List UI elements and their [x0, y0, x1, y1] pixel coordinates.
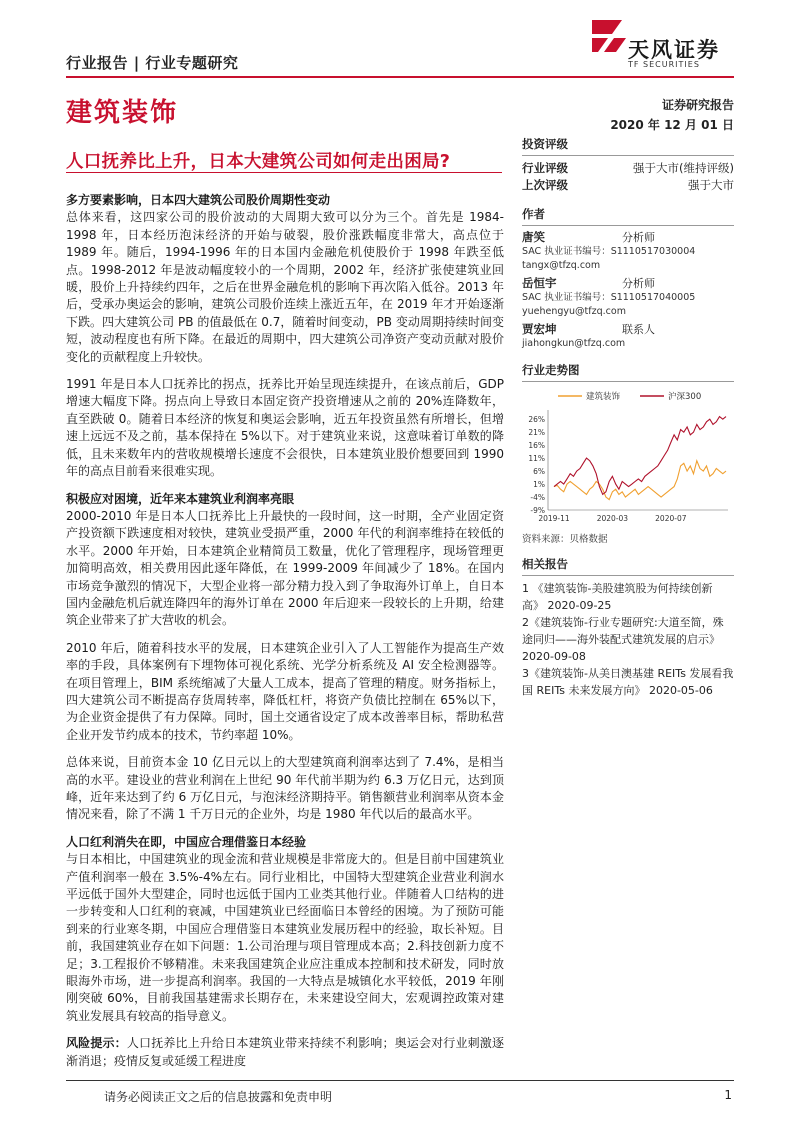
- y-tick-label: -9%: [530, 506, 545, 515]
- rating-panel: [522, 136, 734, 194]
- author-role: 分析师: [622, 231, 655, 244]
- x-tick-label: 2020-07: [655, 514, 687, 523]
- rating-heading: 投资评级: [522, 137, 568, 151]
- related-panel: [522, 556, 734, 699]
- trend-heading: 行业走势图: [522, 363, 580, 377]
- related-report-link[interactable]: 3《建筑装饰-从美日澳基建 REITs 发展看我国 REITs 未来发展方向》 2020-05-06: [522, 667, 734, 697]
- author-name: 岳恒宇: [522, 276, 557, 290]
- paragraph: 2000-2010 年是日本人口抚养比上升最快的一段时间，这一时期，全产业固定资产投资额下跌速度相对较快，建筑业受损严重，2000 年代的利润率维持在较低的水平。2000 年开始，日本建筑企业精简员工数量，优化了管理程序，现场管理更加简明高效，相关费用因此逐年降低，在 1999-2009 年间减少了 18%。在国内市场竞争激烈的情况下，大型企业将一部分精力投入到了争取海外订单上，自日本国内金融危机后就连降四年的海外订单在 2000 年后迎来一段较长的上升期，给建筑企业带来了扩大营收的机会。: [66, 508, 504, 628]
- author-entry: [522, 322, 734, 351]
- paragraph: 2010 年后，随着科技水平的发展，日本建筑企业引入了人工智能作为提高生产效率的手段，具体案例有下埋物体可视化系统、光学分析系统及 AI 安全检测器等。在项目管理上，BIM 系统缩减了大量人工成本，提高了管理的精度。财务指标上，四大建筑公司不断提高存货周转率，降低杠杆，将资产负债比控制在 65%以下，为企业资金提供了有力保障。同时，国土交通省设定了成本改善率目标，帮助私营企业开发节约成本的技术，节约率超 10%。: [66, 640, 504, 742]
- author-name: 唐笑: [522, 230, 545, 244]
- header-rule: [66, 76, 734, 78]
- author-email[interactable]: tangx@tfzq.com: [522, 260, 601, 271]
- paragraph: 1991 年是日本人口抚养比的拐点，抚养比开始呈现连续提升，在该点前后，GDP 增速大幅度下降。拐点向上导致日本固定资产投资增速从之前的 20%连降数年，直至跌破 0。随着日本经济的恢复和奥运会影响，近五年投资虽然有所增长，但增速上远远不及之前，基本保持在 5%以下。对于建筑业来说，这意味着订单数的降低，且未来数年内的营收规模增长速度不会很快，日本建筑业股价想要回到 1990 年的高点目前看来很难实现。: [66, 377, 504, 479]
- industry-rating-label: 行业评级: [522, 161, 568, 175]
- industry-rating-row: [522, 160, 734, 177]
- y-tick-label: 1%: [533, 480, 545, 490]
- series-line: [554, 417, 726, 495]
- related-report-link[interactable]: 2《建筑装饰-行业专题研究:大道至简，殊途同归——海外装配式建筑发展的启示》 2020-09-08: [522, 616, 724, 663]
- divider: [522, 575, 734, 576]
- report-title: 人口抚养比上升，日本大建筑公司如何走出困局?: [66, 152, 451, 172]
- risk-text: 人口抚养比上升给日本建筑业带来持续不利影响；奥运会对行业刺激逐渐消退；疫情反复或延缓工程进度: [66, 1036, 504, 1068]
- sector-title: 建筑装饰: [66, 98, 179, 128]
- paragraph: 与日本相比，中国建筑业的现金流和营业规模是非常庞大的。但是目前中国建筑业产值利润率一般在 3.5%-4%左右。同行业相比，中国特大型建筑企业营业利润水平远低于国外大型建企，同时也远低于国内工业类其他行业。伴随着人口结构的进一步转变和人口红利的衰减，中国建筑业已经面临日本曾经的困境。为了预防可能到来的行业寒冬期，中国应合理借鉴日本建筑业发展历程中的经验，取长补短。目前，我国建筑业存在如下问题：1.公司治理与项目管理成本高；2.科技创新力度不足；3.工程报价不够精准。未来我国建筑企业应注重成本控制和技术研发，同时放眼海外市场，进一步提高利润率。我国的一大特点是城镇化水平较低，2019 年刚刚突破 60%，目前我国基建需求长期存在，未来建设空间大，宏观调控政策对建筑业发展具有较高的指导意义。: [66, 852, 504, 1023]
- trend-chart: [522, 386, 734, 526]
- prev-rating-value: 强于大市: [688, 178, 734, 192]
- company-name: 天风证券: [628, 38, 720, 62]
- divider: [522, 381, 734, 382]
- author-entry: [522, 230, 734, 273]
- author-name: 贾宏坤: [522, 322, 557, 336]
- author-cert: SAC 执业证书编号：S1110517040005: [522, 292, 696, 303]
- title-rule: [66, 172, 502, 173]
- industry-rating-value: 强于大市(维持评级): [633, 161, 734, 175]
- y-tick-label: 6%: [533, 467, 545, 477]
- company-name-en: TF SECURITIES: [628, 60, 700, 69]
- risk-warning: [66, 1035, 504, 1070]
- risk-label: 风险提示：: [66, 1036, 127, 1051]
- legend-label: 建筑装饰: [586, 392, 621, 402]
- footer-disclaimer[interactable]: 请务必阅读正文之后的信息披露和免责申明: [104, 1090, 333, 1104]
- x-tick-label: 2020-03: [596, 514, 629, 523]
- author-role: 分析师: [622, 277, 655, 290]
- author-email[interactable]: yuehengyu@tfzq.com: [522, 306, 626, 317]
- legend-label: 沪深300: [668, 392, 702, 402]
- related-heading: 相关报告: [522, 557, 568, 571]
- chart-source: 资料来源：贝格数据: [522, 534, 608, 545]
- y-tick-label: 26%: [528, 415, 545, 425]
- author-role: 联系人: [622, 323, 655, 336]
- author-email[interactable]: jiahongkun@tfzq.com: [522, 338, 626, 349]
- trend-panel: [522, 362, 734, 545]
- footer-rule: [66, 1080, 734, 1081]
- related-list: [522, 580, 734, 699]
- y-tick-label: 16%: [528, 441, 545, 451]
- related-report-link[interactable]: 1 《建筑装饰-美股建筑股为何持续创新高》 2020-09-25: [522, 582, 713, 612]
- divider: [522, 155, 734, 156]
- page-number: 1: [724, 1088, 732, 1102]
- y-tick-label: 11%: [528, 454, 545, 464]
- authors-heading: 作者: [522, 207, 545, 221]
- prev-rating-row: [522, 177, 734, 194]
- section-heading: 人口红利消失在即，中国应合理借鉴日本经验: [66, 834, 307, 849]
- report-category: 行业报告 | 行业专题研究: [66, 54, 239, 72]
- section-heading: 积极应对困境，近年来本建筑业利润率亮眼: [66, 491, 295, 506]
- paragraph: 总体来说，目前资本金 10 亿日元以上的大型建筑商利润率达到了 7.4%，是相当高的水平。建设业的营业利润在上世纪 90 年代前半期为约 6.3 万亿日元，达到顶峰，近年来达到了约 6 万亿日元，与泡沫经济期持平。销售额营业利润率从资本金情况来看，除了不满 1 千万日元的企业外，均是 1980 年代以后的最高水平。: [66, 755, 504, 822]
- y-tick-label: 21%: [528, 428, 545, 438]
- main-body: [66, 192, 504, 1080]
- divider: [522, 225, 734, 226]
- prev-rating-label: 上次评级: [522, 178, 568, 192]
- authors-panel: [522, 206, 734, 351]
- section-heading: 多方要素影响，日本四大建筑公司股价周期性变动: [66, 193, 331, 207]
- y-tick-label: -4%: [530, 493, 545, 503]
- author-entry: [522, 276, 734, 319]
- author-cert: SAC 执业证书编号：S1110517030004: [522, 246, 696, 257]
- report-type: 证券研究报告: [661, 98, 734, 112]
- paragraph: 总体来看，这四家公司的股价波动的大周期大致可以分为三个。首先是 1984-1998 年，日本经历泡沫经济的开始与破裂，股价涨跌幅度非常大，高点位于 1989 年。随后，1994-1996 年的日本国内金融危机使股价于 1998 年跌至低点。1998-2012 年是波动幅度较小的一个周期，2002 年，经济扩张使建筑业回暖，股价上升持续约四年，之后在世界金融危机的影响下再次陷入低谷。2013 年后，受承办奥运会的影响，建筑公司股价连续上涨近五年，在 2019 年才开始逐渐下跌。四大建筑公司 PB 的值最低在 0.7，随着时间变动，PB 变动周期持续时间变短，波动程度也有所下降。在最近的周期中，四大建筑公司净资产变动贡献对股价变化的贡献程度上升较快。: [66, 210, 504, 364]
- report-date: 2020 年 12 月 01 日: [610, 118, 734, 132]
- x-tick-label: 2019-11: [538, 514, 570, 523]
